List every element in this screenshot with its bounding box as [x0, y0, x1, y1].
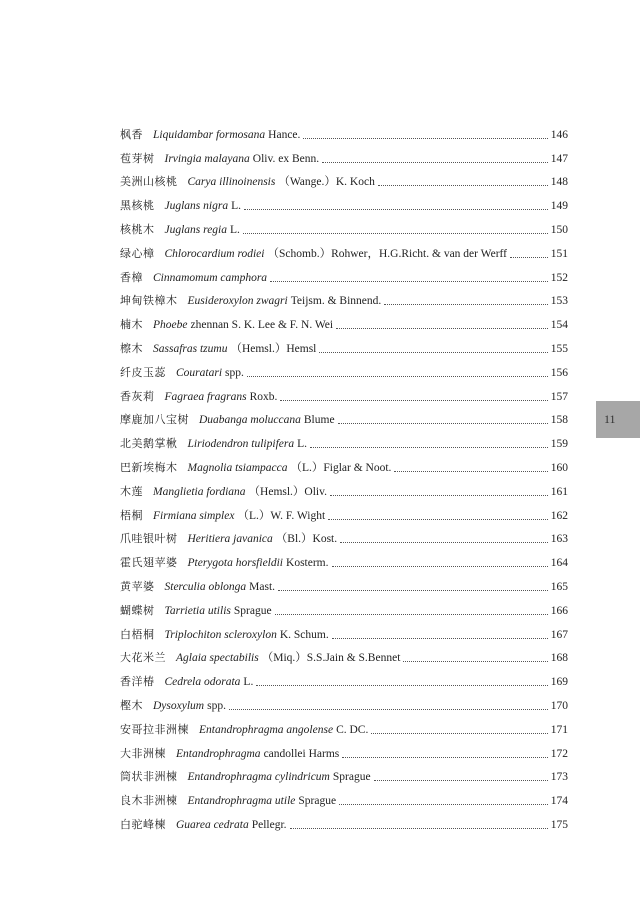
table-of-contents [120, 119, 568, 833]
dot-leader [339, 804, 548, 805]
toc-entry [120, 738, 568, 762]
page-number: 175 [550, 818, 568, 831]
chinese-name: 白驼峰楝 [120, 817, 166, 831]
page-number: 159 [550, 438, 568, 451]
scientific-name [188, 531, 338, 547]
chinese-name: 美洲山核桃 [120, 175, 178, 189]
toc-entry [120, 333, 568, 357]
latin-binomial: Liquidambar formosana [153, 128, 266, 141]
latin-binomial: Phoebe [153, 319, 188, 332]
authority: L. [231, 200, 241, 213]
page-number: 150 [550, 223, 568, 236]
authority: Pellegr. [251, 818, 287, 831]
toc-entry [120, 500, 568, 524]
dot-leader [378, 185, 548, 186]
latin-binomial: Duabanga moluccana [199, 414, 301, 427]
scientific-name [176, 817, 287, 833]
latin-binomial: Cinnamomum camphora [153, 271, 268, 284]
toc-entry [120, 119, 568, 143]
toc-entry [120, 238, 568, 262]
scientific-name [153, 698, 226, 714]
dot-leader [330, 495, 548, 496]
page-number: 148 [550, 176, 568, 189]
latin-binomial: Juglans regia [164, 223, 227, 236]
page-number: 166 [550, 604, 568, 617]
scientific-name [153, 341, 316, 357]
latin-binomial: Entandrophragma cylindricum [187, 771, 330, 784]
scientific-name [188, 769, 371, 785]
chinese-name: 枫香 [120, 127, 143, 141]
page-number: 173 [550, 771, 568, 784]
scientific-name [188, 460, 392, 476]
latin-binomial: Entandrophragma [176, 747, 261, 760]
authority: Oliv. ex Benn. [252, 152, 320, 165]
page-number: 156 [550, 366, 568, 379]
toc-entry [120, 262, 568, 286]
authority: Sprague [332, 771, 371, 784]
chinese-name: 纤皮玉蕊 [120, 365, 166, 379]
latin-binomial: Chlorocardium rodiei [164, 247, 265, 260]
authority: （L.）Figlar & Noot. [290, 461, 392, 474]
toc-entry [120, 143, 568, 167]
scientific-name [188, 793, 337, 809]
authority: Teijsm. & Binnend. [290, 295, 382, 308]
dot-leader [340, 542, 548, 543]
page-number: 164 [550, 557, 568, 570]
dot-leader [332, 566, 549, 567]
scientific-name [153, 127, 300, 143]
dot-leader [270, 281, 548, 282]
authority: Sprague [298, 795, 337, 808]
latin-binomial: Juglans nigra [164, 200, 229, 213]
dot-leader [403, 661, 548, 662]
chinese-name: 香洋椿 [120, 675, 155, 689]
authority: spp. [225, 366, 244, 379]
dot-leader [303, 138, 548, 139]
latin-binomial: Magnolia tsiampacca [187, 461, 288, 474]
chinese-name: 绿心樟 [120, 246, 155, 260]
scientific-name [165, 674, 254, 690]
scientific-name [165, 603, 272, 619]
page-number: 158 [550, 414, 568, 427]
scientific-name [165, 222, 240, 238]
toc-entry [120, 405, 568, 429]
chinese-name: 大花米兰 [120, 651, 166, 665]
toc-entry [120, 190, 568, 214]
dot-leader [394, 471, 548, 472]
chinese-name: 白梧桐 [120, 627, 155, 641]
page-number: 170 [550, 699, 568, 712]
authority: （Miq.）S.S.Jain & S.Bennet [261, 652, 401, 665]
chinese-name: 梧桐 [120, 508, 143, 522]
dot-leader [374, 780, 548, 781]
scientific-name [165, 627, 329, 643]
page-number: 169 [550, 676, 568, 689]
toc-entry [120, 619, 568, 643]
toc-entry [120, 666, 568, 690]
page-number: 174 [550, 795, 568, 808]
scientific-name [153, 270, 267, 286]
latin-binomial: Couratari [176, 366, 223, 379]
page-number: 152 [550, 271, 568, 284]
authority: C. DC. [336, 723, 369, 736]
scientific-name [188, 293, 382, 309]
authority: Hance. [268, 128, 301, 141]
latin-binomial: Heritiera javanica [187, 533, 273, 546]
authority: L. [243, 676, 254, 689]
chinese-name: 蝴蝶树 [120, 603, 155, 617]
chinese-name: 楠木 [120, 318, 143, 332]
scientific-name [165, 151, 320, 167]
latin-binomial: Triplochiton scleroxylon [164, 628, 277, 641]
toc-entry [120, 690, 568, 714]
dot-leader [371, 733, 548, 734]
authority: spp. [207, 699, 226, 712]
scientific-name [153, 484, 327, 500]
chinese-name: 核桃木 [120, 222, 155, 236]
toc-entry [120, 452, 568, 476]
chinese-name: 香樟 [120, 270, 143, 284]
toc-entry [120, 547, 568, 571]
scientific-name [165, 389, 278, 405]
authority: Blume [303, 414, 335, 427]
dot-leader [336, 328, 548, 329]
dot-leader [338, 423, 548, 424]
page-number: 161 [550, 485, 568, 498]
scientific-name [165, 198, 241, 214]
authority: Kosterm. [286, 557, 329, 570]
scientific-name [176, 365, 244, 381]
toc-entry [120, 214, 568, 238]
latin-binomial: Manglietia fordiana [153, 485, 246, 498]
dot-leader [332, 638, 548, 639]
dot-leader [229, 709, 548, 710]
chinese-name: 黄苹婆 [120, 579, 155, 593]
scientific-name [153, 317, 333, 333]
chinese-name: 巴新埃梅木 [120, 460, 178, 474]
toc-entry [120, 524, 568, 548]
latin-binomial: Cedrela odorata [164, 676, 241, 689]
page-number: 168 [550, 652, 568, 665]
dot-leader [244, 209, 548, 210]
authority: zhennan S. K. Lee & F. N. Wei [190, 319, 334, 332]
chapter-number: 11 [604, 412, 616, 426]
latin-binomial: Irvingia malayana [164, 152, 250, 165]
chinese-name: 木莲 [120, 484, 143, 498]
chinese-name: 爪哇银叶树 [120, 532, 178, 546]
page-number: 154 [550, 319, 568, 332]
latin-binomial: Firmiana simplex [153, 509, 235, 522]
authority: Mast. [249, 580, 276, 593]
toc-entry [120, 571, 568, 595]
latin-binomial: Sterculia oblonga [164, 580, 247, 593]
toc-entry [120, 309, 568, 333]
latin-binomial: Sassafras tzumu [153, 342, 228, 355]
toc-entry [120, 785, 568, 809]
scientific-name [153, 508, 325, 524]
toc-entry [120, 286, 568, 310]
scientific-name [188, 555, 329, 571]
latin-binomial: Guarea cedrata [176, 818, 249, 831]
chinese-name: 筒状非洲楝 [120, 770, 178, 784]
scientific-name [188, 436, 308, 452]
latin-binomial: Pterygota horsfieldii [187, 557, 284, 570]
authority: （Schomb.）Rohwer，H.G.Richt. & van der Werff [267, 247, 507, 260]
chinese-name: 摩鹿加八宝树 [120, 413, 189, 427]
page-number: 160 [550, 461, 568, 474]
chinese-name: 坤甸铁樟木 [120, 294, 178, 308]
chinese-name: 良木非洲楝 [120, 794, 178, 808]
chinese-name: 香灰莉 [120, 389, 155, 403]
page-number: 151 [550, 247, 568, 260]
authority: （L.）W. F. Wight [237, 509, 326, 522]
dot-leader [290, 828, 548, 829]
dot-leader [275, 614, 548, 615]
chinese-name: 安哥拉非洲楝 [120, 722, 189, 736]
toc-entry [120, 167, 568, 191]
toc-entry [120, 595, 568, 619]
chinese-name: 北美鹅掌楸 [120, 437, 178, 451]
page-number: 146 [550, 128, 568, 141]
toc-entry [120, 381, 568, 405]
page-number: 165 [550, 580, 568, 593]
chapter-side-tab [596, 401, 640, 438]
toc-entry [120, 643, 568, 667]
page-number: 147 [550, 152, 568, 165]
page-number: 172 [550, 747, 568, 760]
scientific-name [165, 579, 276, 595]
toc-entry [120, 714, 568, 738]
page-number: 155 [550, 342, 568, 355]
toc-entry [120, 357, 568, 381]
chinese-name: 霍氏翅苹婆 [120, 556, 178, 570]
scientific-name [199, 722, 368, 738]
page-number: 153 [550, 295, 568, 308]
dot-leader [247, 376, 548, 377]
authority: （Bl.）Kost. [275, 533, 338, 546]
authority: （Hemsl.）Oliv. [248, 485, 328, 498]
dot-leader [384, 304, 548, 305]
dot-leader [256, 685, 548, 686]
latin-binomial: Aglaia spectabilis [176, 652, 259, 665]
dot-leader [278, 590, 548, 591]
dot-leader [319, 352, 548, 353]
latin-binomial: Liriodendron tulipifera [187, 438, 295, 451]
latin-binomial: Fagraea fragrans [164, 390, 247, 403]
latin-binomial: Dysoxylum [153, 699, 205, 712]
scientific-name [176, 650, 400, 666]
toc-entry [120, 809, 568, 833]
dot-leader [342, 757, 548, 758]
toc-entry [120, 762, 568, 786]
latin-binomial: Carya illinoinensis [187, 176, 276, 189]
page-number: 167 [550, 628, 568, 641]
page-number: 157 [550, 390, 568, 403]
latin-binomial: Eusideroxylon zwagri [187, 295, 288, 308]
latin-binomial: Entandrophragma utile [187, 795, 296, 808]
chinese-name: 大非洲楝 [120, 746, 166, 760]
page-number: 163 [550, 533, 568, 546]
authority: K. Schum. [279, 628, 329, 641]
scientific-name [188, 174, 375, 190]
scientific-name [199, 412, 335, 428]
toc-entry [120, 428, 568, 452]
latin-binomial: Entandrophragma angolense [199, 723, 334, 736]
authority: L. [230, 223, 240, 236]
authority: （Wange.）K. Koch [278, 176, 375, 189]
dot-leader [243, 233, 548, 234]
chinese-name: 樫木 [120, 698, 143, 712]
authority: （Hemsl.）Hemsl [230, 342, 317, 355]
dot-leader [310, 447, 548, 448]
latin-binomial: Tarrietia utilis [164, 604, 231, 617]
dot-leader [510, 257, 548, 258]
dot-leader [280, 400, 548, 401]
toc-entry [120, 476, 568, 500]
page-number: 149 [550, 200, 568, 213]
chinese-name: 黑核桃 [120, 199, 155, 213]
authority: L. [297, 438, 308, 451]
page-number: 162 [550, 509, 568, 522]
authority: Sprague [233, 604, 272, 617]
dot-leader [328, 519, 548, 520]
dot-leader [322, 162, 548, 163]
scientific-name [176, 746, 339, 762]
chinese-name: 檫木 [120, 341, 143, 355]
page-number: 171 [550, 723, 568, 736]
authority: candollei Harms [263, 747, 340, 760]
authority: Roxb. [249, 390, 278, 403]
scientific-name [165, 246, 507, 262]
chinese-name: 苞芽树 [120, 151, 155, 165]
